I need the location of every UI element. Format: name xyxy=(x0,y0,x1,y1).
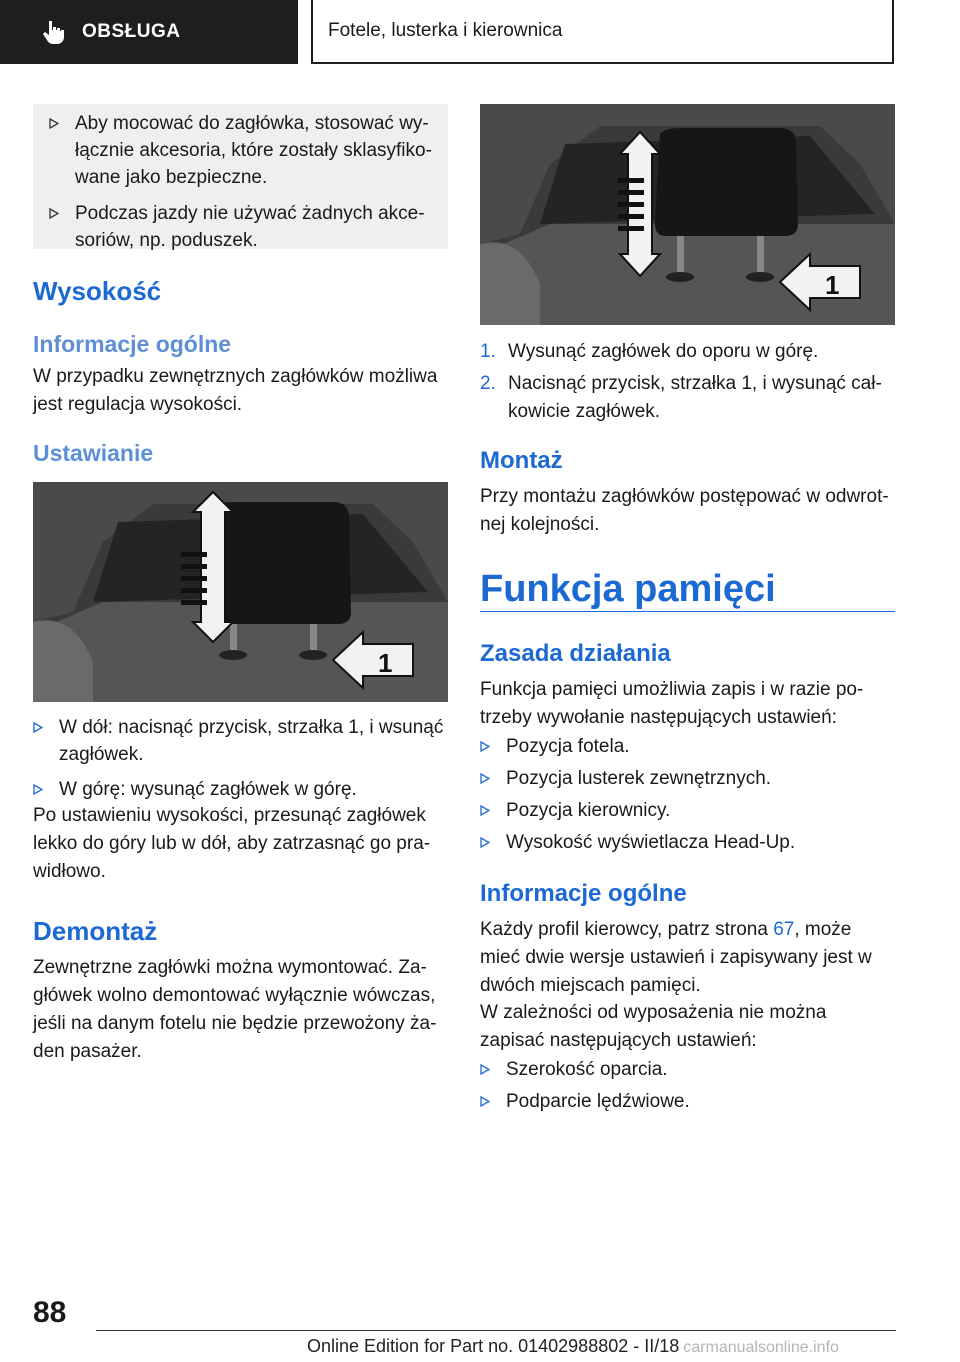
list-item: Wysokość wyświetlacza Head-Up. xyxy=(480,829,895,856)
footer-edition: Online Edition for Part no. 01402988802 - II/18 carmanualsonline.info xyxy=(307,1336,839,1356)
heading-install: Montaż xyxy=(480,447,563,474)
list-item: Podczas jazdy nie używać żadnych akce-soriów, np. poduszek. xyxy=(49,200,440,254)
heading-principle: Zasada działania xyxy=(480,640,671,667)
equipment-list xyxy=(480,1056,895,1115)
list-item: Pozycja fotela. xyxy=(480,733,895,760)
section-label: OBSŁUGA xyxy=(82,21,181,42)
page-number: 88 xyxy=(33,1296,67,1329)
arrow-callout: 1 xyxy=(378,648,393,678)
heading-general-info-2: Informacje ogólne xyxy=(480,880,687,907)
headrest-photo xyxy=(33,482,448,702)
heading-height: Wysokość xyxy=(33,276,162,306)
paragraph-equipment: W zależności od wyposażenia nie można zapisać następujących ustawień: xyxy=(480,1002,827,1051)
triangle-bullet-icon xyxy=(480,1064,490,1075)
watermark: carmanualsonline.info xyxy=(683,1339,839,1356)
list-item: Szerokość oparcia. xyxy=(480,1056,895,1083)
list-item: W górę: wysunąć zagłówek w górę. xyxy=(33,776,448,803)
triangle-bullet-icon xyxy=(480,741,490,752)
note-box xyxy=(33,104,448,249)
section-tab xyxy=(0,0,298,64)
headrest-removal-photo xyxy=(480,104,895,325)
heading-general-info: Informacje ogólne xyxy=(33,331,232,357)
triangle-bullet-icon xyxy=(480,1096,490,1107)
paragraph-general: W przypadku zewnętrznych zagłówków możliwa jest regulacja wysokości. xyxy=(33,366,438,415)
steps-list xyxy=(480,338,895,426)
heading-adjust: Ustawianie xyxy=(33,440,154,466)
adjust-list xyxy=(33,714,448,803)
list-item: W dół: nacisnąć przycisk, strzałka 1, i wsunąć zagłówek. xyxy=(33,714,448,768)
arrow-callout: 1 xyxy=(825,270,840,300)
triangle-bullet-icon xyxy=(49,118,59,129)
triangle-bullet-icon xyxy=(33,784,43,795)
heading-removal: Demontaż xyxy=(33,916,158,946)
triangle-bullet-icon xyxy=(480,773,490,784)
principle-list xyxy=(480,733,895,856)
triangle-bullet-icon xyxy=(33,722,43,733)
hand-pointer-icon xyxy=(40,19,66,45)
triangle-bullet-icon xyxy=(49,208,59,219)
list-item: Pozycja kierownicy. xyxy=(480,797,895,824)
triangle-bullet-icon xyxy=(480,837,490,848)
heading-underline xyxy=(480,611,895,612)
page-link[interactable]: 67 xyxy=(773,919,795,940)
paragraph-principle: Funkcja pamięci umożliwia zapis i w razie po-trzeby wywołanie następujących ustawień: xyxy=(480,679,864,728)
chapter-title: Fotele, lusterka i kierownica xyxy=(311,0,894,64)
paragraph-install: Przy montażu zagłówków postępować w odwrot-nej kolejności. xyxy=(480,486,889,535)
step-item: 1. Wysunąć zagłówek do oporu w górę. xyxy=(480,341,819,362)
paragraph-removal: Zewnętrzne zagłówki można wymontować. Za-główek wolno demontować wyłącznie wówczas, jeśli na danym fotelu nie będzie przewożony ża-den pasażer. xyxy=(33,957,437,1062)
list-item: Aby mocować do zagłówka, stosować wy-łącznie akcesoria, które zostały sklasyfiko-wane jako bezpieczne. xyxy=(49,110,440,191)
step-item: 2. Nacisnąć przycisk, strzałka 1, i wysunąć cał-kowicie zagłówek. xyxy=(480,373,882,422)
triangle-bullet-icon xyxy=(480,805,490,816)
heading-memory-function: Funkcja pamięci xyxy=(480,568,776,610)
list-item: Pozycja lusterek zewnętrznych. xyxy=(480,765,895,792)
list-item: Podparcie lędźwiowe. xyxy=(480,1088,895,1115)
paragraph-after-adjust: Po ustawieniu wysokości, przesunąć zagłówek lekko do góry lub w dół, aby zatrzasnąć go pra-widłowo. xyxy=(33,805,431,882)
footer-divider xyxy=(96,1330,896,1331)
paragraph-profile: Każdy profil kierowcy, patrz strona 67, może mieć dwie wersje ustawień i zapisywany jest w dwóch miejscach pamięci. xyxy=(480,919,872,996)
